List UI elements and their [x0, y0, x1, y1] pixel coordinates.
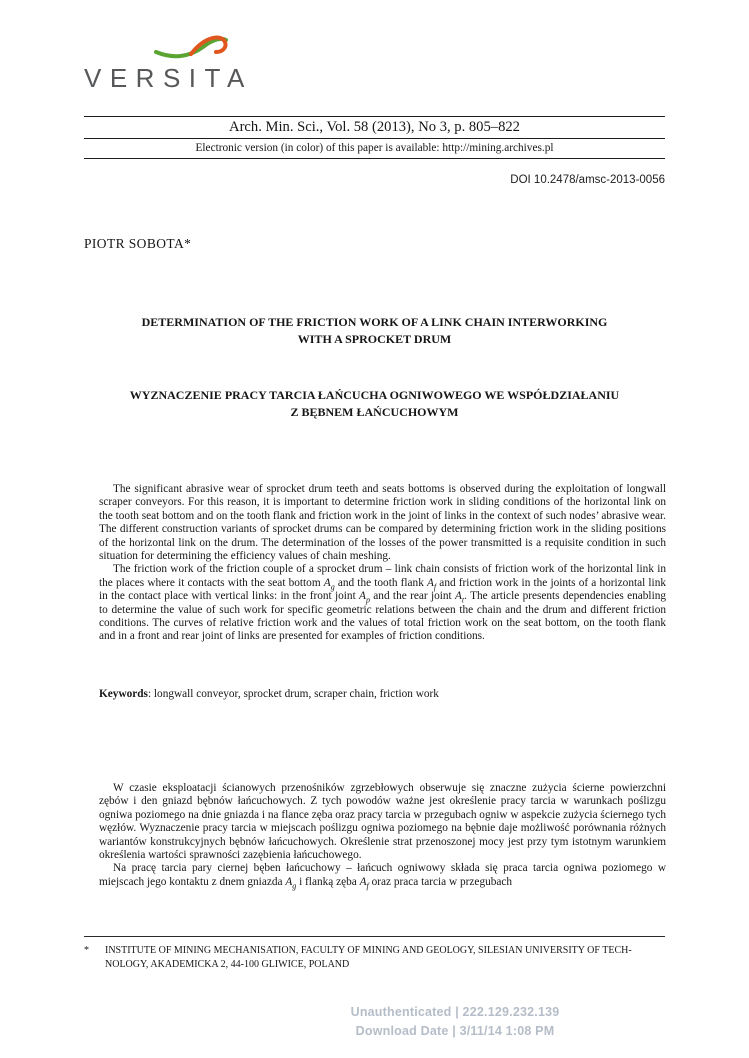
- title-english-line: DETERMINATION OF THE FRICTION WORK OF A LINK CHAIN INTERWORKING: [141, 315, 608, 329]
- footnote-text: [105, 944, 684, 972]
- abstract-en-paragraph-2: The friction work of the friction couple of a sprocket drum – link chain consists of friction work of the horizontal link in the places where it contacts with the seat bottom $A_g$ and the tooth flank $A_f$ and friction work in the joints of a horizontal link in the contact place with vertical links: in the front joint $A_p$ and the rear joint $A_t$. The article presents dependencies enabling to determine the value of such work for specific geometric relations between the chain and the drum and different friction conditions. The curves of relative friction work and the values of total friction work on the seat bottom, on the tooth flank and in a front and rear joint of links are presented for examples of friction conditions.: [99, 563, 666, 643]
- watermark-line-1: Unauthenticated | 222.129.232.139: [350, 1005, 560, 1019]
- title-polish: [84, 387, 665, 420]
- versita-logo-text: VERSITA: [84, 63, 253, 93]
- watermark: [279, 1003, 631, 1040]
- paper-url[interactable]: http://mining.archives.pl: [442, 142, 554, 154]
- abstract-english: [99, 483, 666, 644]
- electronic-version-text: Electronic version (in color) of this paper is available:: [195, 142, 440, 154]
- footnote-marker: *: [84, 945, 89, 956]
- keywords-line: [99, 688, 666, 700]
- journal-header: [84, 116, 665, 159]
- abstract-en-paragraph-1: The significant abrasive wear of sprocket drum teeth and seats bottoms is observed during the exploitation of longwall scraper conveyors. For this reason, it is important to determine friction work in sliding conditions of the horizontal link on the tooth seat bottom and on the tooth flank and friction work in the joint of links in the context of such nodes’ abrasive wear. The different construction variants of sprocket drums can be compared by determining friction work in the sliding positions of the horizontal link on the drum. The determination of the losses of the power transmitted is a requisite condition in such situation for determining the efficiency values of chain meshing.: [99, 483, 666, 563]
- author-name: PIOTR SOBOTA*: [84, 236, 192, 251]
- abstract-pl-paragraph-2: Na pracę tarcia pary ciernej bęben łańcuchowy – łańcuch ogniwowy składa się praca tarcia ogniwa poziomego w miejscach jego kontaktu z dnem gniazda $A_g$ i flanką zęba $A_f$ oraz praca tarcia w przegubach: [99, 862, 666, 891]
- footnote-line: INSTITUTE OF MINING MECHANISATION, FACULTY OF MINING AND GEOLOGY, SILESIAN UNIVERSITY OF TECH-: [105, 945, 632, 956]
- versita-swoosh-icon: [153, 32, 229, 62]
- doi: DOI 10.2478/amsc-2013-0056: [510, 174, 665, 186]
- keywords-text: : longwall conveyor, sprocket drum, scraper chain, friction work: [147, 688, 439, 700]
- affiliation-footnote: [84, 944, 684, 972]
- header-rule-bottom: [84, 158, 665, 159]
- watermark-line-2: Download Date | 3/11/14 1:08 PM: [355, 1023, 555, 1038]
- abstract-pl-paragraph-1: W czasie eksploatacji ścianowych przenośników zgrzebłowych obserwuje się znaczne zużycia ścierne powierzchni zębów i den gniazd bębnów łańcuchowych. Z tych powodów ważne jest określenie pracy tarcia w warunkach poślizgu ogniwa poziomego na dnie gniazda i na flance zęba oraz pracy tarcia w przegubach ogniw w aspekcie zużycia ściernego tych węzłów. Wyznaczenie pracy tarcia w miejscach poślizgu ogniwa poziomego na bębnie daje możliwość porównania różnych wariantów konstrukcyjnych bębnów łańcuchowych. Określenie strat przenoszonej mocy jest przy tym istotnym warunkiem określenia wartości sprawności zazębienia łańcuchowego.: [99, 782, 666, 862]
- title-polish-line: WYZNACZENIE PRACY TARCIA ŁAŃCUCHA OGNIWOWEGO WE WSPÓŁDZIAŁANIU: [129, 388, 620, 402]
- title-polish-line: Z BĘBNEM ŁAŃCUCHOWYM: [290, 404, 459, 419]
- electronic-version-note: [84, 139, 665, 158]
- title-english: [84, 314, 665, 347]
- abstract-polish: [99, 782, 666, 889]
- footnote-line: NOLOGY, AKADEMICKA 2, 44-100 GLIWICE, POLAND: [105, 958, 350, 970]
- footnote-divider: [84, 936, 665, 937]
- title-english-line: WITH A SPROCKET DRUM: [297, 331, 452, 346]
- journal-citation: Arch. Min. Sci., Vol. 58 (2013), No 3, p. 805–822: [229, 119, 520, 135]
- keywords-label: Keywords: [99, 688, 148, 700]
